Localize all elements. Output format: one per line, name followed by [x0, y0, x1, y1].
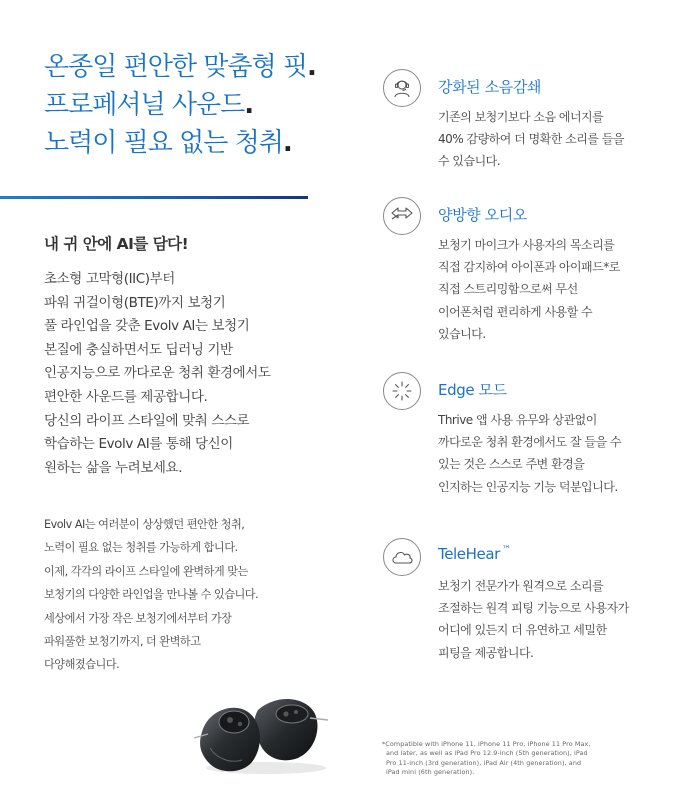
- feature-description: [438, 575, 668, 664]
- lead-line: 인공지능으로 까다로운 청취 환경에서도: [44, 365, 271, 382]
- body-line: Evolv AI는 여러분이 상상했던 편안한 청취,: [44, 518, 245, 531]
- feature-line: 수 있습니다.: [438, 154, 501, 169]
- headline: [44, 48, 344, 162]
- hearing-aid-image: [186, 688, 346, 778]
- feature-title: TeleHear ™: [438, 545, 511, 563]
- headline-line-1: 온종일 편안한 맞춤형 핏.: [44, 52, 316, 82]
- headline-line-2: 프로페셔널 사운드.: [44, 90, 254, 120]
- cloud-icon: [383, 538, 421, 576]
- sparkle-burst-icon: [383, 372, 421, 410]
- lead-line: 당신의 라이프 스타일에 맞춰 스스로: [44, 412, 250, 429]
- accent-divider: [0, 196, 308, 199]
- feature-line: 어디에 있든지 더 유연하고 세밀한: [438, 623, 607, 638]
- feature-line: 있는 것은 스스로 주변 환경을: [438, 457, 585, 472]
- feature-line: Thrive 앱 사용 유무와 상관없이: [438, 413, 597, 427]
- body-line: 노력이 필요 없는 청취를 가능하게 합니다.: [44, 541, 238, 555]
- feature-description: [438, 409, 668, 498]
- lead-line: 원하는 삶을 누려보세요.: [44, 459, 183, 476]
- feature-line: 기존의 보청기보다 소음 에너지를: [438, 110, 604, 124]
- feature-title: 강화된 소음감쇄: [438, 78, 541, 96]
- lead-line: 본질에 충실하면서도 딥러닝 기반: [44, 341, 233, 358]
- body-paragraph: [44, 513, 334, 677]
- footnote-line: and later, as well as iPad Pro 12.9-inch (5th generation), iPad: [386, 749, 588, 758]
- body-line: 파워풀한 보청기까지, 더 완벽하고: [44, 635, 201, 649]
- bidirectional-arrows-icon: [383, 197, 421, 235]
- footnote-line: iPad mini (6th generation).: [386, 767, 475, 776]
- feature-line: 보청기 마이크가 사용자의 목소리를: [438, 238, 615, 252]
- body-line: 다양해졌습니다.: [44, 658, 120, 672]
- person-headset-icon: [383, 69, 421, 107]
- feature-line: 피팅을 제공합니다.: [438, 645, 534, 660]
- section-subheading: 내 귀 안에 AI를 담다!: [44, 235, 189, 253]
- lead-line: 학습하는 Evolv AI를 통해 당신이: [44, 436, 233, 453]
- feature-line: 있습니다.: [438, 326, 486, 341]
- lead-line: 편안한 사운드를 제공합니다.: [44, 388, 208, 405]
- compatibility-footnote: [382, 740, 662, 777]
- footnote-line: *Compatible with iPhone 11, iPhone 11 Pro, iPhone 11 Pro Max,: [382, 740, 591, 748]
- feature-line: 직접 스트리밍함으로써 무선: [438, 282, 578, 297]
- body-line: 이제, 각각의 라이프 스타일에 완벽하게 맞는: [44, 564, 248, 578]
- feature-line: 인지하는 인공지능 기능 덕분입니다.: [438, 479, 618, 494]
- lead-paragraph: [44, 268, 334, 480]
- lead-line: 파워 귀걸이형(BTE)까지 보청기: [44, 294, 226, 311]
- feature-line: 이어폰처럼 편리하게 사용할 수: [438, 304, 593, 319]
- feature-line: 까다로운 청취 환경에서도 잘 들을 수: [438, 435, 621, 450]
- headline-line-3: 노력이 필요 없는 청취.: [44, 128, 292, 158]
- lead-line: 풀 라인업을 갖춘 Evolv AI는 보청기: [44, 318, 250, 335]
- lead-line: 초소형 고막형(IIC)부터: [44, 271, 175, 287]
- body-line: 세상에서 가장 작은 보청기에서부터 가장: [44, 611, 232, 625]
- feature-line: 조절하는 원격 피팅 기능으로 사용자가: [438, 601, 629, 616]
- feature-description: [438, 106, 668, 173]
- body-line: 보청기의 다양한 라인업을 만나볼 수 있습니다.: [44, 588, 259, 602]
- feature-line: 직접 감지하여 아이폰과 아이패드*로: [438, 260, 620, 275]
- feature-description: [438, 234, 668, 345]
- trademark-mark: ™: [501, 545, 511, 555]
- feature-title: Edge 모드: [438, 381, 507, 399]
- footnote-line: Pro 11-inch (3rd generation), iPad Air (4th generation), and: [386, 758, 582, 767]
- feature-title: 양방향 오디오: [438, 206, 527, 224]
- feature-line: 보청기 전문가가 원격으로 소리를: [438, 579, 604, 593]
- feature-line: 40% 감량하여 더 명확한 소리를 들을: [438, 132, 624, 147]
